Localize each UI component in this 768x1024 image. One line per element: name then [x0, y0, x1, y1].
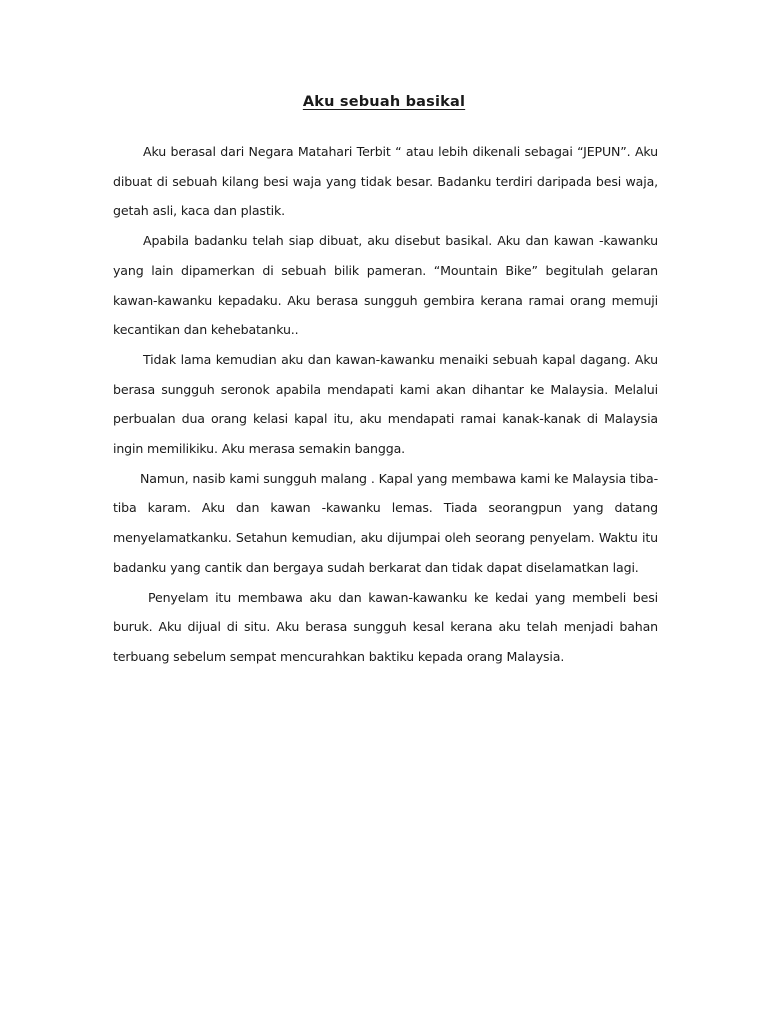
paragraph-origin: Aku berasal dari Negara Matahari Terbit “ atau lebih dikenali sebagai “JEPUN”. Aku dibuat di sebuah kilang besi waja yang tidak besar. Badanku terdiri daripada besi waja, getah asli, kaca dan plastik. — [113, 144, 658, 219]
document-title: Aku sebuah basikal — [302, 94, 466, 110]
paragraph-ship-journey: Tidak lama kemudian aku dan kawan-kawanku menaiki sebuah kapal dagang. Aku berasa sungguh seronok apabila mendapati kami akan dihantar ke Malaysia. Melalui perbualan dua orang kelasi kapal itu, aku mendapati ramai kanak-kanak di Malaysia ingin memilikiku. Aku merasa semakin bangga. — [113, 351, 658, 457]
paragraph-showroom: Apabila badanku telah siap dibuat, aku disebut basikal. Aku dan kawan -kawanku yang lain dipamerkan di sebuah bilik pameran. “Mountain Bike” begitulah gelaran kawan-kawanku kepadaku. Aku berasa sungguh gembira kerana ramai orang memuji kecantikan dan kehebatanku.. — [113, 233, 658, 338]
paragraph-scrap-shop: Penyelam itu membawa aku dan kawan-kawanku ke kedai yang membeli besi buruk. Aku dijual di situ. Aku berasa sungguh kesal kerana aku telah menjadi bahan terbuang sebelum sempat mencurahkan baktiku kepada orang Malaysia. — [113, 589, 658, 664]
paragraph-shipwreck: Namun, nasib kami sungguh malang . Kapal yang membawa kami ke Malaysia tiba-tiba karam. Aku dan kawan -kawanku lemas. Tiada seorangpun yang datang menyelamatkanku. Setahun kemudian, aku dijumpai oleh seorang penyelam. Waktu itu badanku yang cantik dan bergaya sudah berkarat dan tidak dapat diselamatkan lagi. — [113, 470, 658, 575]
document-body — [113, 137, 658, 672]
